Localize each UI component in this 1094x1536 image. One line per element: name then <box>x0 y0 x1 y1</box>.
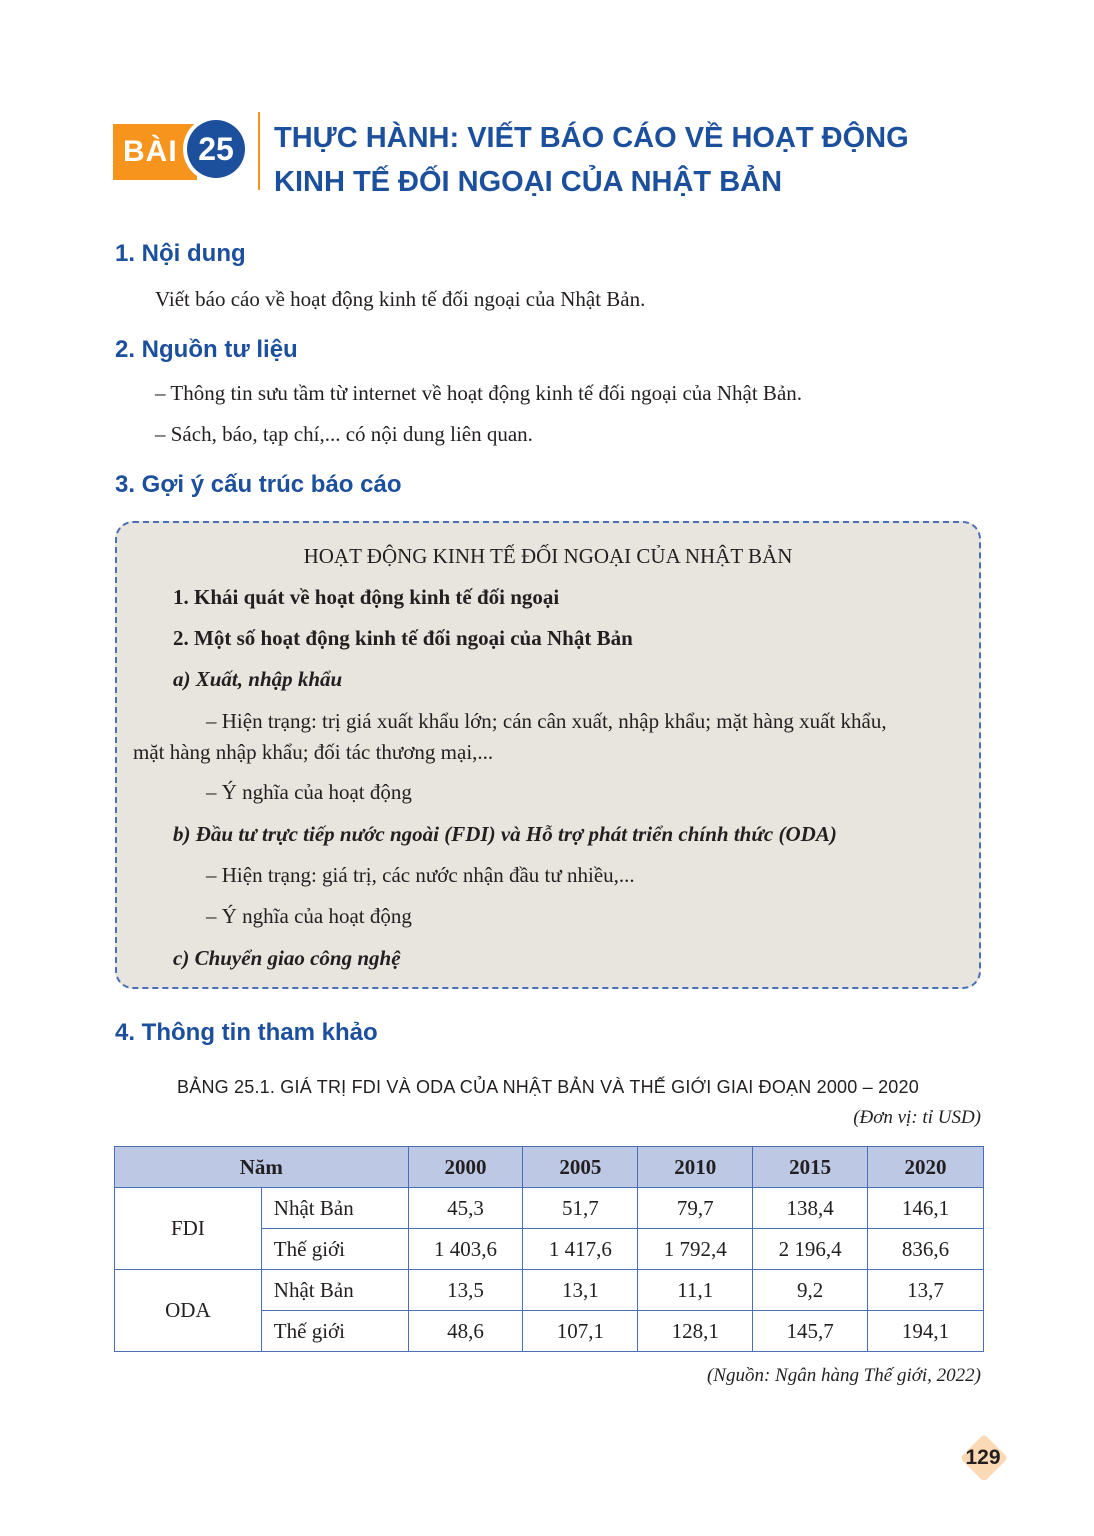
data-table <box>114 1146 984 1352</box>
table-row-label: Thế giới <box>261 1311 408 1352</box>
section-heading-structure: 3. Gợi ý cấu trúc báo cáo <box>115 471 402 498</box>
sources-item-1: – Thông tin sưu tầm từ internet về hoạt động kinh tế đối ngoại của Nhật Bản. <box>155 381 803 405</box>
structure-sub-c: c) Chuyển giao công nghệ <box>173 946 401 970</box>
table-cell: 107,1 <box>523 1311 638 1352</box>
table-cell: 1 792,4 <box>638 1229 753 1270</box>
table-cell: 194,1 <box>868 1311 984 1352</box>
lesson-title <box>274 116 1034 204</box>
structure-sub-b-line1: – Hiện trạng: giá trị, các nước nhận đầu tư nhiều,... <box>206 863 635 887</box>
table-cell: 2 196,4 <box>753 1229 868 1270</box>
section-heading-reference: 4. Thông tin tham khảo <box>115 1019 378 1046</box>
table-cell: 13,5 <box>408 1270 523 1311</box>
table-row <box>115 1270 984 1311</box>
table-cell: 48,6 <box>408 1311 523 1352</box>
table-group-label: ODA <box>115 1270 262 1352</box>
table-cell: 836,6 <box>868 1229 984 1270</box>
table-cell: 51,7 <box>523 1188 638 1229</box>
page-number: 129 <box>965 1446 1001 1469</box>
table-cell: 13,1 <box>523 1270 638 1311</box>
lesson-badge-circle <box>183 116 249 182</box>
structure-box <box>115 521 981 989</box>
table-header-row <box>115 1147 984 1188</box>
sources-item-2: – Sách, báo, tạp chí,... có nội dung liên quan. <box>155 422 533 446</box>
structure-sub-b: b) Đầu tư trực tiếp nước ngoài (FDI) và Hỗ trợ phát triển chính thức (ODA) <box>173 822 837 846</box>
lesson-title-line1: THỰC HÀNH: VIẾT BÁO CÁO VỀ HOẠT ĐỘNG <box>274 122 909 154</box>
table-header-year: 2020 <box>868 1147 984 1188</box>
table-header-year: 2010 <box>638 1147 753 1188</box>
table-header-year: 2005 <box>523 1147 638 1188</box>
table-cell: 79,7 <box>638 1188 753 1229</box>
table-caption: BẢNG 25.1. GIÁ TRỊ FDI VÀ ODA CỦA NHẬT BẢN VÀ THẾ GIỚI GIAI ĐOẠN 2000 – 2020 <box>177 1077 919 1097</box>
table-cell: 13,7 <box>868 1270 984 1311</box>
table-header-year: 2000 <box>408 1147 523 1188</box>
structure-sub-a-line2: mặt hàng nhập khẩu; đối tác thương mại,... <box>133 740 494 764</box>
structure-item-2: 2. Một số hoạt động kinh tế đối ngoại của Nhật Bản <box>173 626 633 650</box>
table-unit: (Đơn vị: tỉ USD) <box>853 1107 981 1128</box>
table-source-note: (Nguồn: Ngân hàng Thế giới, 2022) <box>706 1365 981 1386</box>
table-group-label: FDI <box>115 1188 262 1270</box>
structure-sub-a-meaning: – Ý nghĩa của hoạt động <box>206 780 412 804</box>
table-row-label: Thế giới <box>261 1229 408 1270</box>
table-cell: 146,1 <box>868 1188 984 1229</box>
page-number-marker <box>958 1436 1008 1482</box>
table-cell: 1 417,6 <box>523 1229 638 1270</box>
section-heading-sources: 2. Nguồn tư liệu <box>115 336 298 363</box>
table-header-year: 2015 <box>753 1147 868 1188</box>
structure-sub-b-meaning: – Ý nghĩa của hoạt động <box>206 904 412 928</box>
table-cell: 11,1 <box>638 1270 753 1311</box>
table-cell: 45,3 <box>408 1188 523 1229</box>
lesson-badge <box>113 116 253 190</box>
lesson-badge-label: BÀI <box>113 124 197 180</box>
table-row-label: Nhật Bản <box>261 1270 408 1311</box>
table-header-label: Năm <box>115 1147 409 1188</box>
section-heading-content: 1. Nội dung <box>115 240 246 267</box>
lesson-title-line2: KINH TẾ ĐỐI NGOẠI CỦA NHẬT BẢN <box>274 166 783 198</box>
table-cell: 9,2 <box>753 1270 868 1311</box>
table-cell: 128,1 <box>638 1311 753 1352</box>
structure-sub-a-line1: – Hiện trạng: trị giá xuất khẩu lớn; cán cân xuất, nhập khẩu; mặt hàng xuất khẩu, <box>206 709 887 733</box>
title-divider <box>258 112 260 190</box>
content-text: Viết báo cáo về hoạt động kinh tế đối ngoại của Nhật Bản. <box>155 287 646 311</box>
table-cell: 138,4 <box>753 1188 868 1229</box>
structure-box-title: HOẠT ĐỘNG KINH TẾ ĐỐI NGOẠI CỦA NHẬT BẢN <box>303 544 793 568</box>
lesson-badge-number: 25 <box>187 120 245 178</box>
table-cell: 1 403,6 <box>408 1229 523 1270</box>
structure-sub-a: a) Xuất, nhập khẩu <box>173 667 343 691</box>
structure-item-1: 1. Khái quát về hoạt động kinh tế đối ngoại <box>173 585 560 609</box>
table-row <box>115 1188 984 1229</box>
table-cell: 145,7 <box>753 1311 868 1352</box>
table-row-label: Nhật Bản <box>261 1188 408 1229</box>
